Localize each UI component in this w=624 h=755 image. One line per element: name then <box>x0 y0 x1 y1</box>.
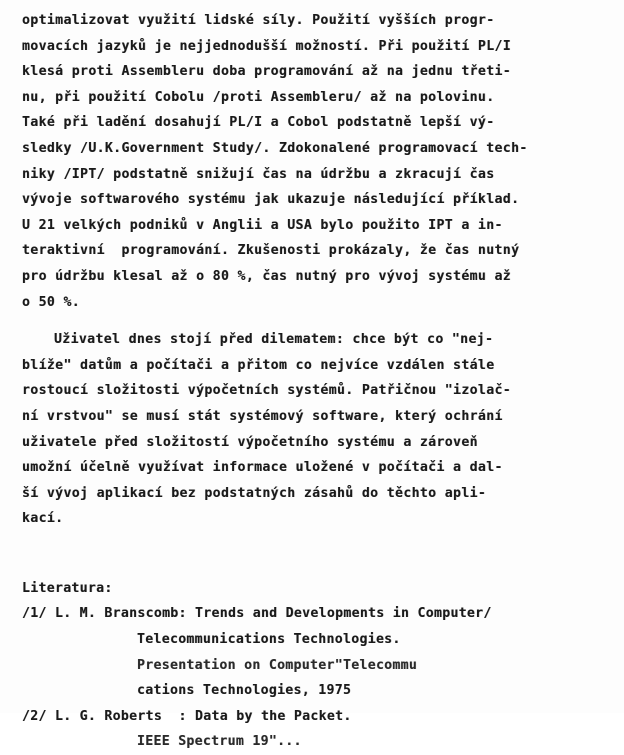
reference-line: IEEE Spectrum 19"... <box>137 734 302 750</box>
text-line: rostoucí složitosti výpočetních systémů. Patřičnou "izolač- <box>22 383 512 399</box>
text-line: Uživatel dnes stojí před dilematem: chce být co "nej- <box>54 332 494 348</box>
references-section <box>22 576 610 755</box>
text-line: pro údržbu klesal až o 80 %, čas nutný pro vývoj systému až <box>22 268 512 284</box>
text-line: ší vývoj aplikací bez podstatných zásahů do těchto apli- <box>22 485 487 501</box>
text-line: Také při ladění dosahují PL/I a Cobol podstatně lepší vý- <box>22 115 495 131</box>
reference-line: Presentation on Computer"Telecommu <box>137 657 418 673</box>
text-line: U 21 velkých podniků v Anglii a USA bylo použito IPT a in- <box>22 217 503 233</box>
text-line: blíže" datům a počítači a přitom co nejvíce vzdálen stále <box>22 357 495 373</box>
document-text-body <box>22 8 610 755</box>
paragraph-spacer <box>22 315 610 327</box>
text-line: uživatele před složitostí výpočetního systému a zároveň <box>22 434 478 450</box>
text-line: o 50 %. <box>22 294 81 310</box>
reference-line: Telecommunications Technologies. <box>137 632 401 648</box>
text-line: vývoje softwarového systému jak ukazuje následující příklad. <box>22 192 520 208</box>
text-line: sledky /U.K.Government Study/. Zdokonalené programovací tech- <box>22 140 528 156</box>
text-line: niky /IPT/ podstatně snižují čas na údržbu a zkracují čas <box>22 166 495 182</box>
section-spacer <box>22 532 610 576</box>
reference-line: /1/ L. M. Branscomb: Trends and Developments in Computer/ <box>22 606 492 622</box>
reference-line: /2/ L. G. Roberts : Data by the Packet. <box>22 708 352 724</box>
text-line: movacích jazyků je nejjednodušší možností. Při použití PL/I <box>22 38 512 54</box>
reference-2 <box>22 704 610 755</box>
text-line: ní vrstvou" se musí stát systémový software, který ochrání <box>22 408 503 424</box>
reference-line: cations Technologies, 1975 <box>137 683 352 699</box>
references-heading: Literatura: <box>22 580 113 596</box>
text-line: teraktivní programování. Zkušenosti prokázaly, že čas nutný <box>22 243 520 259</box>
text-line: kací. <box>22 511 64 527</box>
paragraph-1 <box>22 8 610 315</box>
text-line: nu, při použití Cobolu /proti Assembleru/ až na polovinu. <box>22 89 495 105</box>
paragraph-2 <box>22 327 610 532</box>
text-line: klesá proti Assembleru doba programování až na jednu třeti- <box>22 64 512 80</box>
reference-1 <box>22 601 610 703</box>
text-line: optimalizovat využití lidské síly. Použití vyšších progr- <box>22 13 495 28</box>
text-line: umožní účelně využívat informace uložené v počítači a dal- <box>22 460 503 476</box>
